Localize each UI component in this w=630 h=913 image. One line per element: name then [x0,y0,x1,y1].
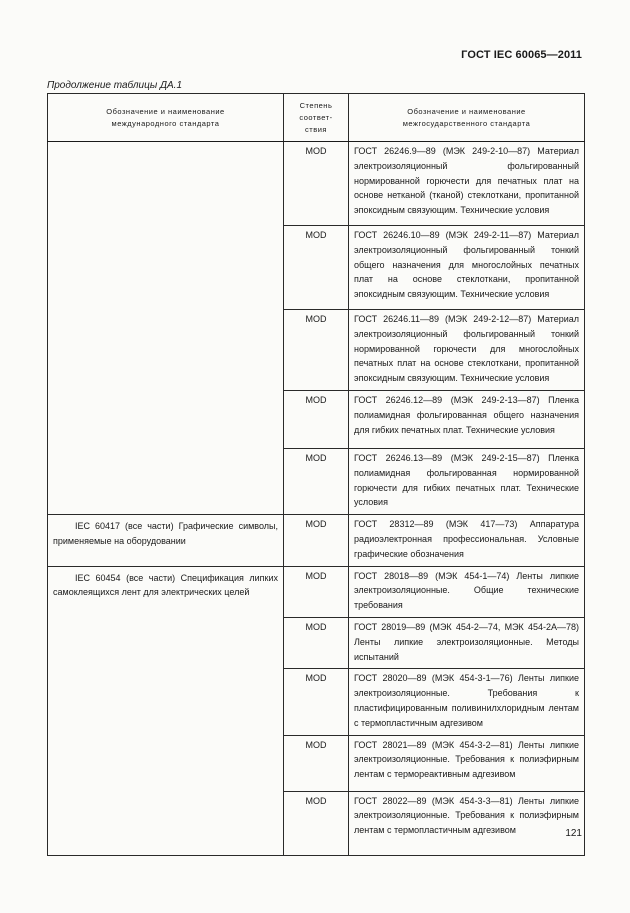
international-standard-cell: IEC 60417 (все части) Графические символы, применяемые на оборудовании [48,515,284,566]
degree-cell: MOD [284,669,349,735]
table-row [48,515,585,566]
header-international-standard: Обозначение и наименование международного стандарта [48,94,284,142]
page-number: 121 [565,828,582,839]
gost-cell: ГОСТ 28019—89 (МЭК 454-2—74, МЭК 454-2А—78) Ленты липкие электроизоляционные. Методы испытаний [349,617,585,668]
international-standard-cell [48,142,284,515]
gost-cell: ГОСТ 28018—89 (МЭК 454-1—74) Ленты липкие электроизоляционные. Общие технические требования [349,566,585,617]
international-standard-cell: IEC 60454 (все части) Спецификация липких самоклеящихся лент для электрических целей [48,566,284,855]
gost-cell: ГОСТ 28312—89 (МЭК 417—73) Аппаратура радиоэлектронная профессиональная. Условные графические обозначения [349,515,585,566]
table-header-row [48,94,585,142]
degree-cell: MOD [284,617,349,668]
header-interstate-standard: Обозначение и наименование межгосударственного стандарта [349,94,585,142]
degree-cell: MOD [284,390,349,448]
degree-cell: MOD [284,791,349,855]
document-id: ГОСТ IEC 60065—2011 [461,49,582,61]
degree-cell: MOD [284,310,349,391]
correspondence-table [47,93,585,856]
gost-cell: ГОСТ 26246.9—89 (МЭК 249-2-10—87) Материал электроизоляционный фольгированный нормированной горючести для печатных плат на основе нетканой (тканой) стеклоткани, пропитанной эпоксидным связующим. Технические условия [349,142,585,226]
gost-cell: ГОСТ 28020—89 (МЭК 454-3-1—76) Ленты липкие электроизоляционные. Требования к пластифицированным поливинилхлоридным лентам с термопластичным адгезивом [349,669,585,735]
gost-cell: ГОСТ 26246.11—89 (МЭК 249-2-12—87) Материал электроизоляционный фольгированный тонкий нормированной горючести для многослойных печатных плат на основе стеклоткани, пропитанной эпоксидным связующим. Технические условия [349,310,585,391]
gost-cell: ГОСТ 28021—89 (МЭК 454-3-2—81) Ленты липкие электроизоляционные. Требования к полиэфирным лентам с термореактивным адгезивом [349,735,585,791]
degree-cell: MOD [284,735,349,791]
degree-cell: MOD [284,142,349,226]
degree-cell: MOD [284,448,349,514]
table-row [48,142,585,226]
degree-cell: MOD [284,515,349,566]
degree-cell: MOD [284,226,349,310]
gost-cell: ГОСТ 26246.13—89 (МЭК 249-2-15—87) Пленка полиамидная фольгированная нормированной горючести для гибких печатных плат. Технические условия [349,448,585,514]
header-degree-of-correspondence: Степень соответ-ствия [284,94,349,142]
gost-cell: ГОСТ 26246.12—89 (МЭК 249-2-13—87) Пленка полиамидная фольгированная общего назначения для гибких печатных плат. Технические условия [349,390,585,448]
gost-cell: ГОСТ 26246.10—89 (МЭК 249-2-11—87) Материал электроизоляционный фольгированный тонкий общего назначения для многослойных печатных плат на основе стеклоткани, пропитанной эпоксидным связующим. Технические условия [349,226,585,310]
gost-cell: ГОСТ 28022—89 (МЭК 454-3-3—81) Ленты липкие электроизоляционные. Требования к полиэфирным лентам с термопластичным адгезивом [349,791,585,855]
table-row [48,566,585,617]
table-caption: Продолжение таблицы ДА.1 [47,80,183,91]
degree-cell: MOD [284,566,349,617]
